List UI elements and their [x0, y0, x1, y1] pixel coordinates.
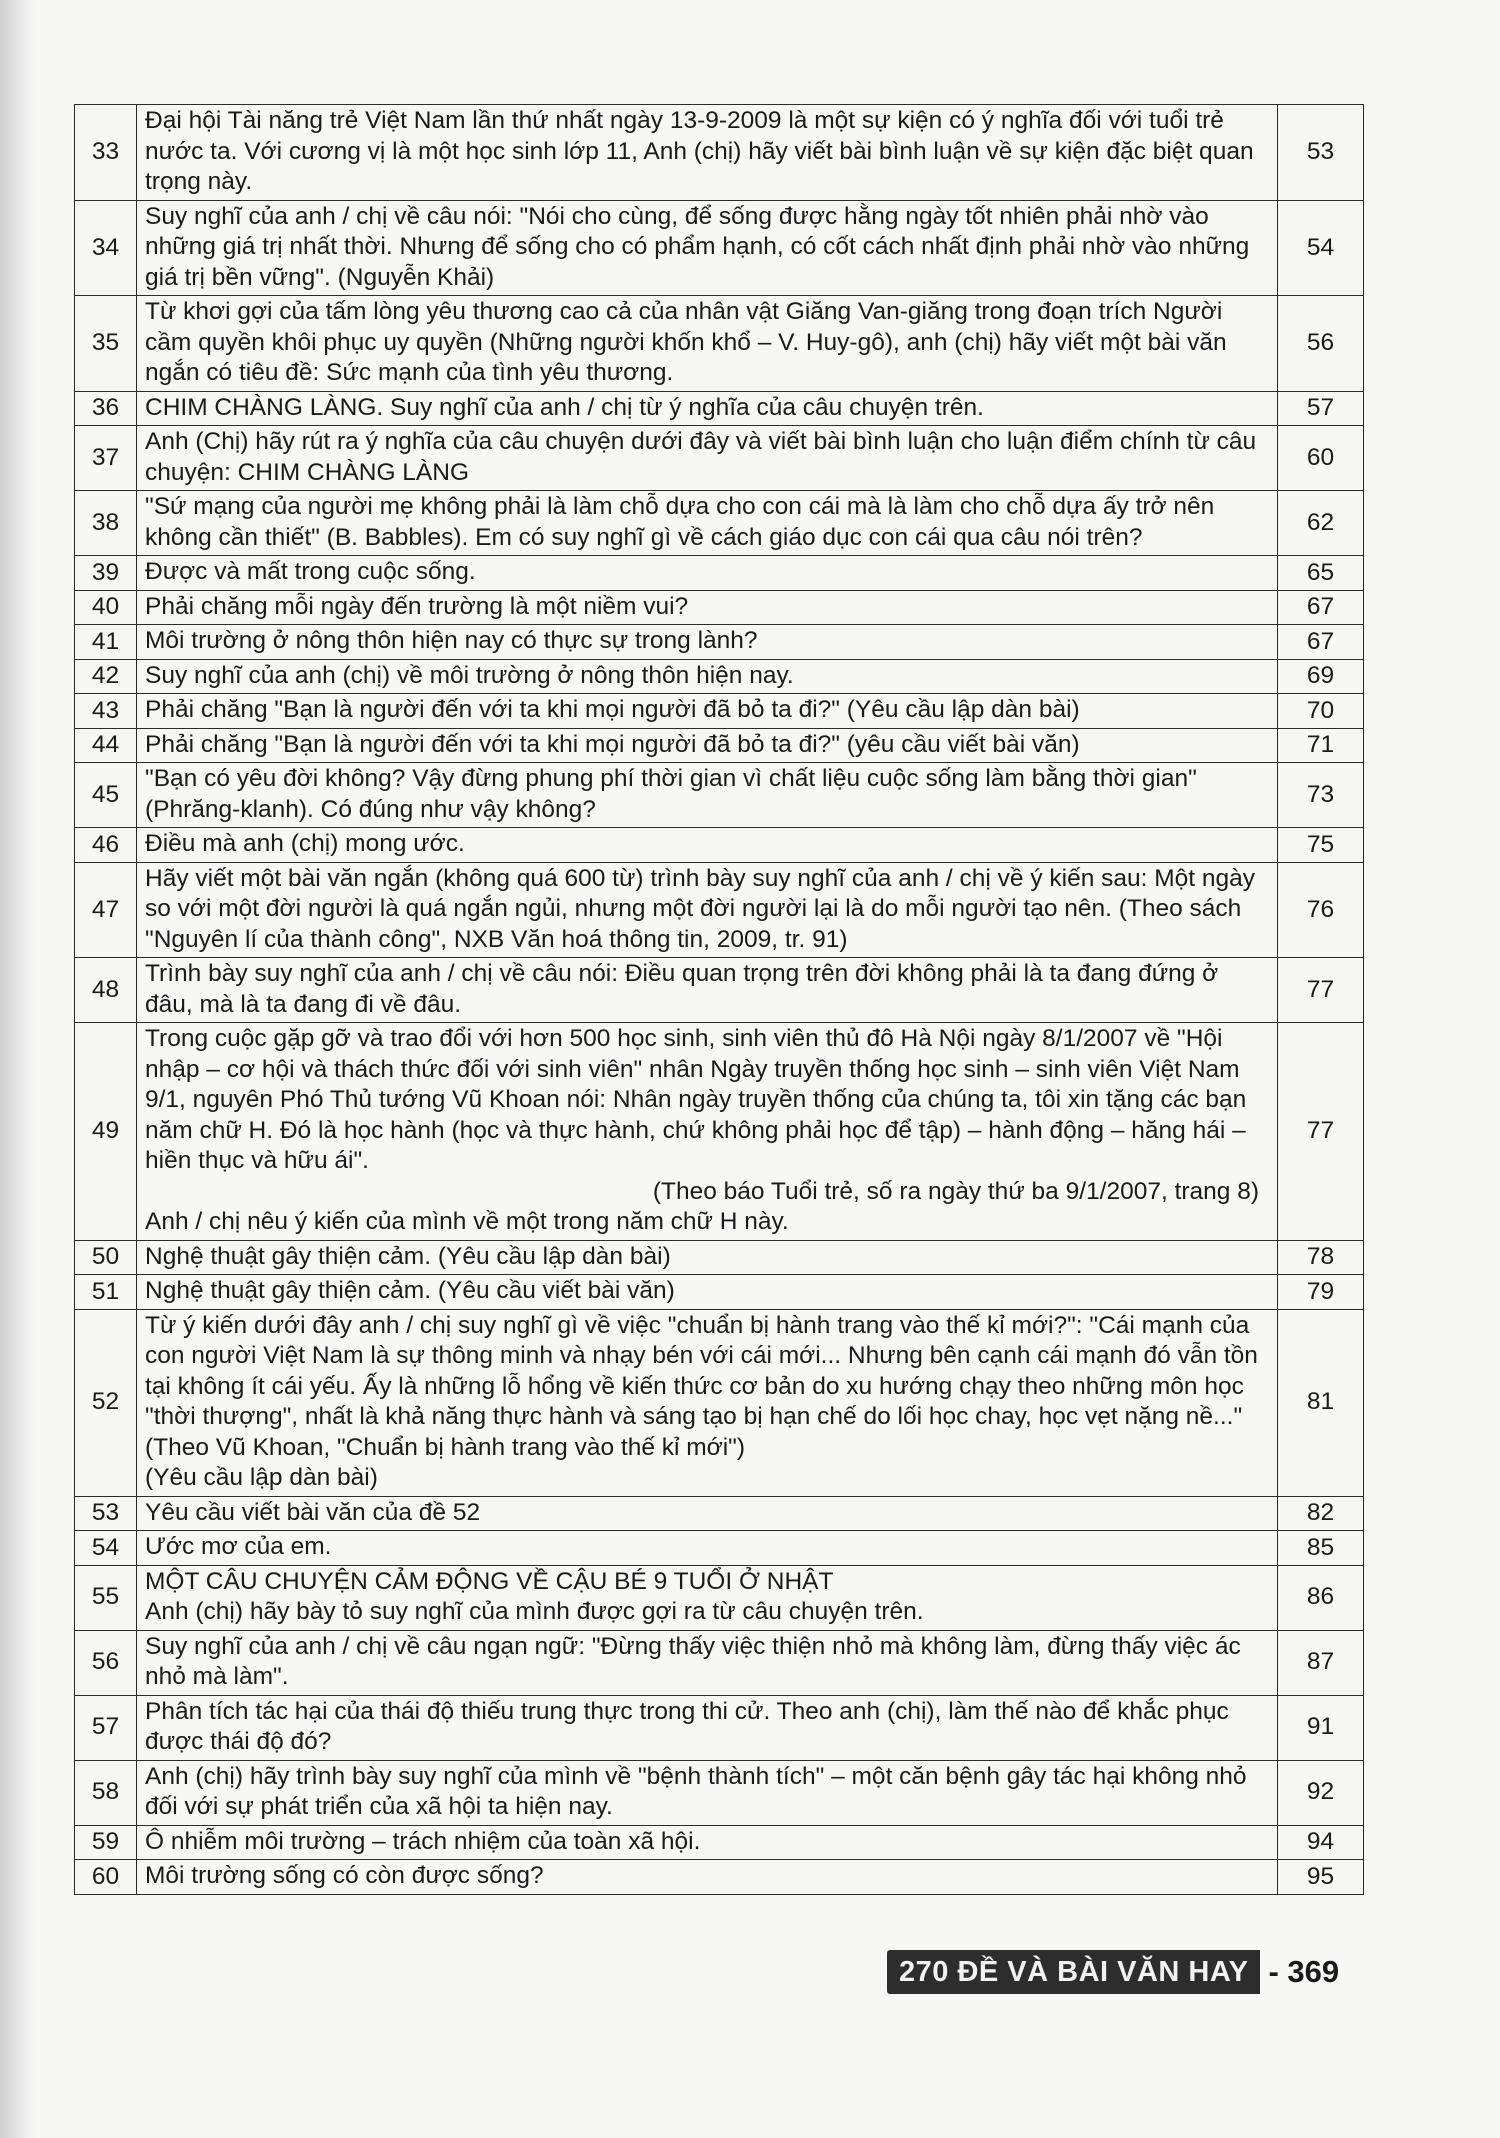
page-ref: 71	[1278, 728, 1364, 763]
table-row	[75, 828, 1364, 863]
page-ref: 67	[1278, 625, 1364, 660]
topic-text	[137, 200, 1278, 296]
table-row	[75, 1825, 1364, 1860]
topic-number: 41	[75, 625, 137, 660]
topic-number: 35	[75, 296, 137, 392]
book-title-banner: 270 ĐỀ VÀ BÀI VĂN HAY	[887, 1950, 1260, 1994]
table-row	[75, 296, 1364, 392]
page-ref: 73	[1278, 763, 1364, 828]
page-ref: 69	[1278, 659, 1364, 694]
page-ref: 57	[1278, 391, 1364, 426]
topic-number: 48	[75, 958, 137, 1023]
page-ref: 92	[1278, 1760, 1364, 1825]
topic-line: MỘT CÂU CHUYỆN CẢM ĐỘNG VỀ CẬU BÉ 9 TUỔI Ở NHẬT	[145, 1567, 834, 1595]
table-row	[75, 1240, 1364, 1275]
topic-line: Anh (chị) hãy trình bày suy nghĩ của mình về "bệnh thành tích" – một căn bệnh gây tác hại không nhỏ đối với sự phát triển của xã hội ta hiện nay.	[145, 1762, 1247, 1820]
table-row	[75, 958, 1364, 1023]
topic-text	[137, 1275, 1278, 1310]
topic-line: Anh (chị) hãy bày tỏ suy nghĩ của mình được gợi ra từ câu chuyện trên.	[145, 1598, 924, 1625]
topic-line: Nghệ thuật gây thiện cảm. (Yêu cầu lập dàn bài)	[145, 1242, 671, 1270]
table-row	[75, 1531, 1364, 1566]
table-row	[75, 1023, 1364, 1241]
topic-text	[137, 1240, 1278, 1275]
topic-line: Suy nghĩ của anh (chị) về môi trường ở nông thôn hiện nay.	[145, 661, 794, 689]
topic-number: 40	[75, 590, 137, 625]
topic-number: 46	[75, 828, 137, 863]
topic-text	[137, 1630, 1278, 1695]
topic-line: Hãy viết một bài văn ngắn (không quá 600 từ) trình bày suy nghĩ của anh / chị về ý kiến sau: Một ngày so với một đời người là quá ngắn ngủi, nhưng một đời người lại là do mỗi người tạo nên. (Theo sách "Nguyên lí của thành công", NXB Văn hoá thông tin, 2009, tr. 91)	[145, 864, 1256, 953]
topic-line: "Bạn có yêu đời không? Vậy đừng phung phí thời gian vì chất liệu cuộc sống làm bằng thời gian" (Phrăng-klanh). Có đúng như vậy không?	[145, 765, 1197, 823]
topic-number: 44	[75, 728, 137, 763]
topic-line: Ô nhiễm môi trường – trách nhiệm của toàn xã hội.	[145, 1827, 701, 1855]
page-ref: 78	[1278, 1240, 1364, 1275]
page-ref: 77	[1278, 1023, 1364, 1241]
table-row	[75, 391, 1364, 426]
topic-text	[137, 1565, 1278, 1630]
topic-line: Phân tích tác hại của thái độ thiếu trung thực trong thi cử. Theo anh (chị), làm thế nào để khắc phục được thái độ đó?	[145, 1697, 1229, 1755]
topic-line: Ước mơ của em.	[145, 1533, 332, 1560]
table-of-contents	[74, 104, 1364, 1895]
topic-number: 52	[75, 1309, 137, 1496]
table-row	[75, 625, 1364, 660]
page-ref: 95	[1278, 1860, 1364, 1895]
page-ref: 60	[1278, 426, 1364, 491]
topic-text	[137, 556, 1278, 591]
table-row	[75, 556, 1364, 591]
table-row	[75, 1695, 1364, 1760]
table-row	[75, 728, 1364, 763]
topic-line: (Yêu cầu lập dàn bài)	[145, 1464, 378, 1491]
page-ref: 65	[1278, 556, 1364, 591]
page-ref: 75	[1278, 828, 1364, 863]
topic-text	[137, 625, 1278, 660]
topic-number: 59	[75, 1825, 137, 1860]
topic-number: 38	[75, 491, 137, 556]
topic-number: 57	[75, 1695, 137, 1760]
page-ref: 81	[1278, 1309, 1364, 1496]
page-ref: 54	[1278, 200, 1364, 296]
topic-line: Suy nghĩ của anh / chị về câu ngạn ngữ: "Đừng thấy việc thiện nhỏ mà không làm, đừng thấy việc ác nhỏ mà làm".	[145, 1632, 1241, 1690]
table-row	[75, 694, 1364, 729]
table-row	[75, 590, 1364, 625]
topic-text	[137, 1531, 1278, 1566]
topic-text	[137, 862, 1278, 958]
table-row	[75, 1860, 1364, 1895]
page-ref: 53	[1278, 105, 1364, 201]
page-number: - 369	[1268, 1954, 1340, 1989]
page-ref: 70	[1278, 694, 1364, 729]
topic-line: Phải chăng mỗi ngày đến trường là một niềm vui?	[145, 592, 689, 620]
topic-number: 39	[75, 556, 137, 591]
table-row	[75, 1760, 1364, 1825]
topic-text	[137, 828, 1278, 863]
topic-text	[137, 1860, 1278, 1895]
topic-line: "Sứ mạng của người mẹ không phải là làm chỗ dựa cho con cái mà là làm cho chỗ dựa ấy trở nên không cần thiết" (B. Babbles). Em có suy nghĩ gì về cách giáo dục con cái qua câu nói trên?	[145, 493, 1215, 551]
table-row	[75, 200, 1364, 296]
topic-text	[137, 763, 1278, 828]
topic-line: Anh (Chị) hãy rút ra ý nghĩa của câu chuyện dưới đây và viết bài bình luận cho luận điểm chính từ câu chuyện: CHIM CHÀNG LÀNG	[145, 428, 1257, 486]
table-row	[75, 763, 1364, 828]
topic-number: 60	[75, 1860, 137, 1895]
table-row	[75, 1630, 1364, 1695]
page-binding-shadow	[0, 0, 38, 2138]
topic-line: Yêu cầu viết bài văn của đề 52	[145, 1498, 481, 1526]
table-row	[75, 1496, 1364, 1531]
topic-line: Đại hội Tài năng trẻ Việt Nam lần thứ nhất ngày 13-9-2009 là một sự kiện có ý nghĩa đối với tuổi trẻ nước ta. Với cương vị là một học sinh lớp 11, Anh (chị) hãy viết bài bình luận về sự kiện đặc biệt quan trọng này.	[145, 107, 1254, 195]
page-ref: 77	[1278, 958, 1364, 1023]
topic-number: 47	[75, 862, 137, 958]
table-row	[75, 105, 1364, 201]
topic-text	[137, 958, 1278, 1023]
topic-text	[137, 728, 1278, 763]
topic-number: 58	[75, 1760, 137, 1825]
page-ref: 76	[1278, 862, 1364, 958]
page-ref: 79	[1278, 1275, 1364, 1310]
page-ref: 85	[1278, 1531, 1364, 1566]
table-row	[75, 491, 1364, 556]
page-ref: 86	[1278, 1565, 1364, 1630]
topic-text	[137, 590, 1278, 625]
page-ref: 62	[1278, 491, 1364, 556]
topic-text	[137, 1825, 1278, 1860]
topic-number: 37	[75, 426, 137, 491]
topic-number: 56	[75, 1630, 137, 1695]
topic-text	[137, 659, 1278, 694]
table-row	[75, 1275, 1364, 1310]
table-row	[75, 1309, 1364, 1496]
page-ref: 67	[1278, 590, 1364, 625]
topic-number: 33	[75, 105, 137, 201]
topic-line: Từ ý kiến dưới đây anh / chị suy nghĩ gì về việc "chuẩn bị hành trang vào thế kỉ mới?": "Cái mạnh của con người Việt Nam là sự thông minh và nhạy bén với cái mới... Nhưng bên cạnh cái mạnh đó vẫn tồn tại không ít cái yếu. Ấy là những lỗ hổng về kiến thức cơ bản do xu hướng chạy theo những môn học "thời thượng", nhất là khả năng thực hành và sáng tạo bị hạn chế do lối học chay, học vẹt nặng nề..." (Theo Vũ Khoan, "Chuẩn bị hành trang vào thế kỉ mới")	[145, 1311, 1258, 1461]
topic-number: 49	[75, 1023, 137, 1241]
page-ref: 56	[1278, 296, 1364, 392]
topic-number: 45	[75, 763, 137, 828]
topic-text	[137, 391, 1278, 426]
topic-text	[137, 1023, 1278, 1241]
table-row	[75, 426, 1364, 491]
topic-line: Phải chăng "Bạn là người đến với ta khi mọi người đã bỏ ta đi?" (Yêu cầu lập dàn bài)	[145, 696, 1080, 723]
topic-text	[137, 1496, 1278, 1531]
page-ref: 82	[1278, 1496, 1364, 1531]
topic-number: 43	[75, 694, 137, 729]
topic-line: CHIM CHÀNG LÀNG. Suy nghĩ của anh / chị từ ý nghĩa của câu chuyện trên.	[145, 393, 984, 421]
table-row	[75, 862, 1364, 958]
topic-text	[137, 1695, 1278, 1760]
topic-number: 34	[75, 200, 137, 296]
topic-number: 36	[75, 391, 137, 426]
topic-text	[137, 694, 1278, 729]
page-footer	[887, 1950, 1339, 1994]
page-ref: 87	[1278, 1630, 1364, 1695]
topic-line: Trình bày suy nghĩ của anh / chị về câu nói: Điều quan trọng trên đời không phải là ta đang đứng ở đâu, mà là ta đang đi về đâu.	[145, 960, 1219, 1018]
topic-number: 51	[75, 1275, 137, 1310]
topic-text	[137, 491, 1278, 556]
topic-source-line: (Theo báo Tuổi trẻ, số ra ngày thứ ba 9/1/2007, trang 8)	[652, 1177, 1259, 1205]
topic-line: Điều mà anh (chị) mong ước.	[145, 830, 465, 857]
topic-line: Phải chăng "Bạn là người đến với ta khi mọi người đã bỏ ta đi?" (yêu cầu viết bài văn)	[145, 730, 1080, 758]
topic-text	[137, 296, 1278, 392]
topic-line: Trong cuộc gặp gỡ và trao đổi với hơn 500 học sinh, sinh viên thủ đô Hà Nội ngày 8/1/2007 về "Hội nhập – cơ hội và thách thức đối với sinh viên" nhân Ngày truyền thống học sinh – sinh viên Việt Nam 9/1, nguyên Phó Thủ tướng Vũ Khoan nói: Nhân ngày truyền thống của chúng ta, tôi xin tặng các bạn năm chữ H. Đó là học hành (học và thực hành, chứ không phải học để tập) – hành động – hăng hái – hiền thục và hữu ái".	[145, 1025, 1247, 1174]
topic-text	[137, 1760, 1278, 1825]
topic-line: Môi trường ở nông thôn hiện nay có thực sự trong lành?	[145, 627, 758, 654]
topic-line: Được và mất trong cuộc sống.	[145, 558, 476, 585]
topic-line: Suy nghĩ của anh / chị về câu nói: "Nói cho cùng, để sống được hằng ngày tốt nhiên phải nhờ vào những giá trị nhất thời. Nhưng để sống cho có phẩm hạnh, có cốt cách nhất định phải nhờ vào những giá trị bền vững". (Nguyễn Khải)	[145, 202, 1250, 291]
toc-body	[75, 105, 1364, 1895]
topic-line: Từ khơi gợi của tấm lòng yêu thương cao cả của nhân vật Giăng Van-giăng trong đoạn trích Người cầm quyền khôi phục uy quyền (Những người khốn khổ – V. Huy-gô), anh (chị) hãy viết một bài văn ngắn có tiêu đề: Sức mạnh của tình yêu thương.	[145, 298, 1227, 386]
topic-number: 50	[75, 1240, 137, 1275]
topic-line: Nghệ thuật gây thiện cảm. (Yêu cầu viết bài văn)	[145, 1277, 675, 1304]
page-ref: 91	[1278, 1695, 1364, 1760]
topic-text	[137, 105, 1278, 201]
topic-number: 55	[75, 1565, 137, 1630]
topic-number: 53	[75, 1496, 137, 1531]
table-row	[75, 1565, 1364, 1630]
topic-line: Môi trường sống có còn được sống?	[145, 1862, 544, 1889]
topic-line: Anh / chị nêu ý kiến của mình về một trong năm chữ H này.	[145, 1208, 789, 1235]
table-row	[75, 659, 1364, 694]
topic-number: 42	[75, 659, 137, 694]
topic-text	[137, 426, 1278, 491]
topic-number: 54	[75, 1531, 137, 1566]
page-ref: 94	[1278, 1825, 1364, 1860]
topic-text	[137, 1309, 1278, 1496]
